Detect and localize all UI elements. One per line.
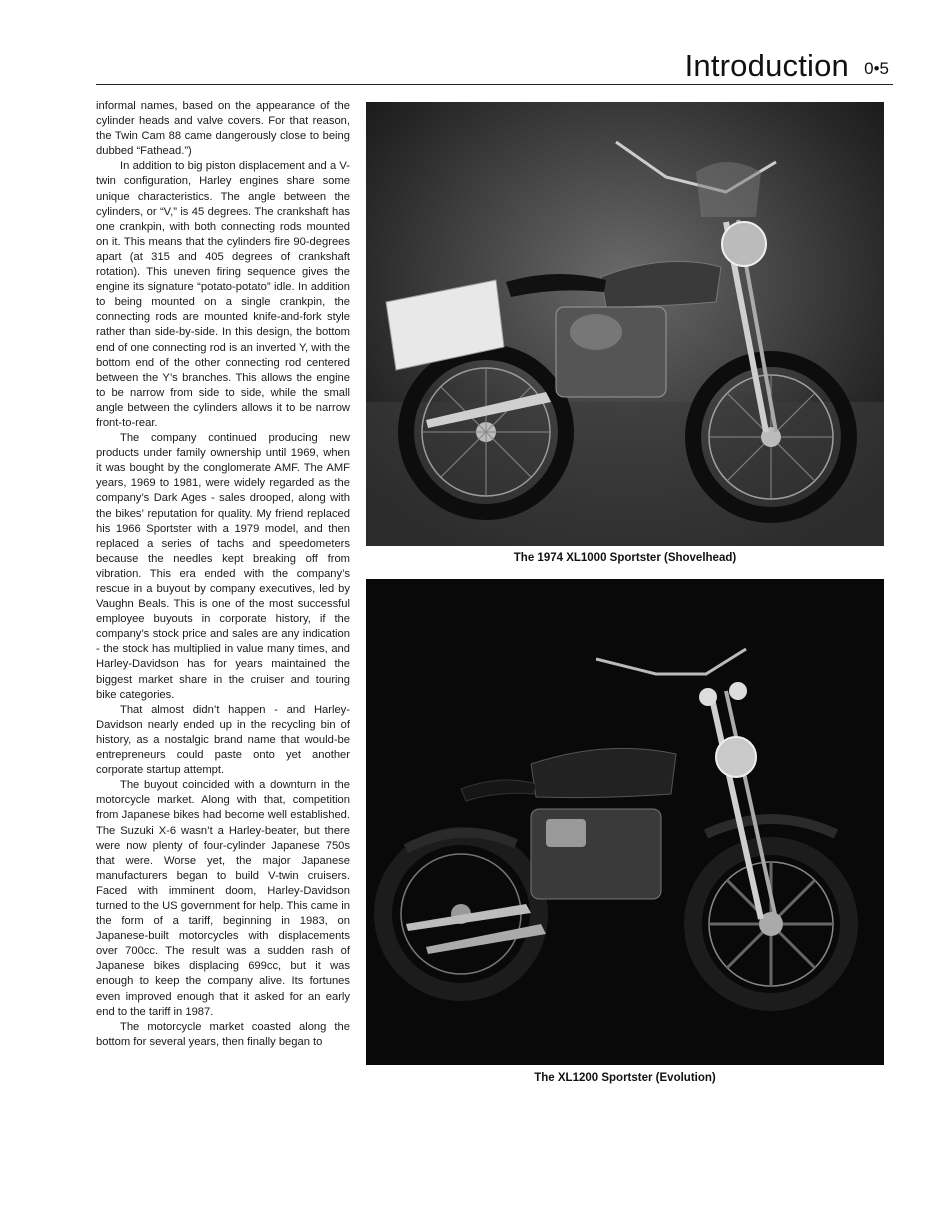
figure-caption: The 1974 XL1000 Sportster (Shovelhead) [513, 552, 737, 564]
paragraph: The motorcycle market coasted along the bottom for several years, then finally began to [96, 1020, 350, 1048]
page-number: 0•5 [864, 59, 889, 78]
motorcycle-photo-evolution [366, 579, 884, 1065]
motorcycle-illustration [366, 102, 884, 546]
figure-caption: The XL1200 Sportster (Evolution) [534, 1072, 716, 1084]
page-title: Introduction [684, 48, 849, 83]
header-divider [96, 84, 893, 85]
paragraph: That almost didn’t happen - and Harley-Davidson nearly ended up in the recycling bin of history, as a nostalgic brand name that would-be entrepreneurs could paste onto yet another corporate startup attempt. [96, 703, 350, 777]
motorcycle-illustration [366, 579, 884, 1065]
paragraph: The company continued producing new products under family ownership until 1969, when it was bought by the conglomerate AMF. The AMF years, 1969 to 1981, were widely regarded as the company’s Dark Ages - sales drooped, along with the bikes’ reputation for quality. My friend replaced his 1966 Sportster with a 1979 model, and then replaced a series of tachs and speedometers because the needles kept breaking off from vibration. This era ended with the company’s rescue in a buyout by company executives, led by Vaughn Beals. This is one of the most successful employee buyouts in corporate history, if the company’s stock price and sales are any indication - the stock has multiplied in value many times, and Harley-Davidson has for years maintained the biggest market share in the cruiser and touring bike categories. [96, 432, 350, 701]
paragraph: The buyout coincided with a downturn in the motorcycle market. Along with that, competition from Japanese bikes had become well established. The Suzuki X-6 wasn’t a Harley-beater, but there were now plenty of four-cylinder Japanese 750s that were. Worse yet, the major Japanese manufacturers began to build V-twin cruisers. Faced with imminent doom, Harley-Davidson turned to the US government for help. This came in the form of a tariff, beginning in 1983, on Japanese-built motorcycles with displacements over 700cc. The result was a sudden rash of Japanese bikes displacing 699cc, but it was enough to keep the company alive. Its fortunes even improved enough that it asked for an early end to the tariff in 1987. [96, 779, 350, 1018]
body-text-column [96, 99, 350, 1050]
paragraph: In addition to big piston displacement and a V-twin configuration, Harley engines share some unique characteristics. The angle between the cylinders, or “V,” is 45 degrees. The crankshaft has one crankpin, with both connecting rods mounted on it. This means that the cylinders fire 90-degrees apart (at 315 and 405 degrees of crankshaft rotation). This uneven firing sequence gives the engine its signature “potato-potato” idle. In addition to being mounted on a single crankpin, the connecting rods are mounted knife-and-fork style rather than side-by-side. In this design, the bottom end of one connecting rod is an inverted Y, with the bottom end of the other connecting rod centered between the Y’s branches. This allows the engine to be narrow from side to side, while the small angle between the cylinders allows it to be narrow front-to-rear. [96, 160, 350, 429]
paragraph: informal names, based on the appearance of the cylinder heads and valve covers. For that reason, the Twin Cam 88 came dangerously close to being dubbed “Fathead.”) [96, 100, 350, 158]
motorcycle-photo-shovelhead [366, 102, 884, 546]
